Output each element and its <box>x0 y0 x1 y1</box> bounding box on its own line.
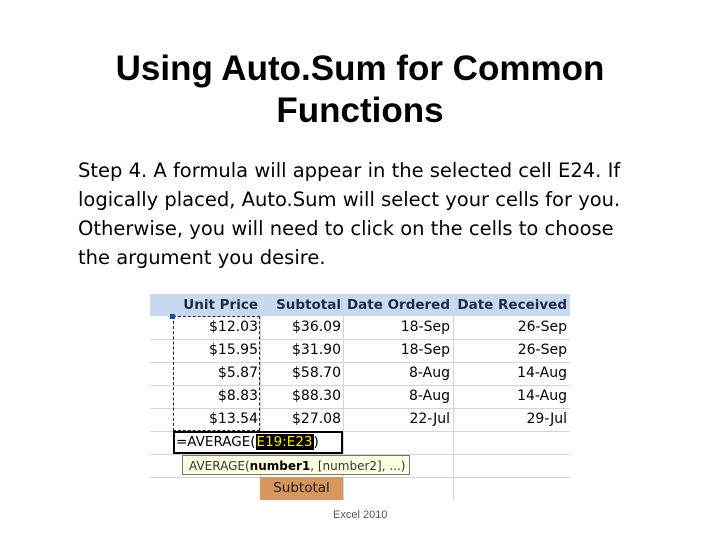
column-header-unit-price[interactable]: Unit Price <box>183 297 258 313</box>
cell-unit-price[interactable]: $15.95 <box>209 342 258 358</box>
formula-function: =AVERAGE( <box>176 434 256 450</box>
body-line-1: Step 4. A formula will appear in the selected cell E24. If <box>78 159 621 182</box>
column-header-date-ordered[interactable]: Date Ordered <box>346 297 450 313</box>
slide-body-text <box>78 156 678 272</box>
cell-subtotal[interactable]: $36.09 <box>292 319 341 335</box>
grid-line <box>150 477 570 478</box>
cell-subtotal[interactable]: $27.08 <box>292 411 341 427</box>
subtotal-label-cell[interactable]: Subtotal <box>260 477 343 500</box>
cell-subtotal[interactable]: $88.30 <box>292 388 341 404</box>
cell-date-ordered[interactable]: 22-Jul <box>409 411 450 427</box>
cell-date-received[interactable]: 14-Aug <box>517 388 567 404</box>
cell-date-received[interactable]: 14-Aug <box>517 365 567 381</box>
tooltip-other-arguments: , [number2], ...) <box>310 459 406 473</box>
excel-version-caption: Excel 2010 <box>333 509 388 521</box>
tooltip-current-argument[interactable]: number1 <box>249 459 311 473</box>
cell-date-received[interactable]: 29-Jul <box>526 411 567 427</box>
formula-text[interactable] <box>176 431 319 454</box>
slide-title <box>0 48 720 132</box>
column-header-date-received[interactable]: Date Received <box>457 297 567 313</box>
function-syntax-tooltip <box>182 455 410 475</box>
cell-unit-price[interactable]: $5.87 <box>217 365 258 381</box>
column-header-subtotal[interactable]: Subtotal <box>276 297 341 313</box>
cell-date-ordered[interactable]: 18-Sep <box>400 319 450 335</box>
body-line-4: the argument you desire. <box>78 246 326 269</box>
selection-marquee <box>173 316 260 431</box>
cell-date-ordered[interactable]: 8-Aug <box>409 365 450 381</box>
cell-date-ordered[interactable]: 18-Sep <box>400 342 450 358</box>
cell-unit-price[interactable]: $12.03 <box>209 319 258 335</box>
body-line-3: Otherwise, you will need to click on the cells to choose <box>78 217 614 240</box>
cell-unit-price[interactable]: $8.83 <box>217 388 258 404</box>
formula-close-paren: ) <box>313 434 319 450</box>
cell-date-ordered[interactable]: 8-Aug <box>409 388 450 404</box>
spreadsheet-screenshot <box>150 294 570 500</box>
cell-subtotal[interactable]: $58.70 <box>292 365 341 381</box>
cell-subtotal[interactable]: $31.90 <box>292 342 341 358</box>
formula-range-reference: E19:E23 <box>256 434 313 450</box>
slide-title-line-1: Using Auto.Sum for Common <box>115 49 605 88</box>
slide-title-line-2: Functions <box>276 91 444 130</box>
cell-date-received[interactable]: 26-Sep <box>517 319 567 335</box>
tooltip-function-name: AVERAGE( <box>189 459 250 473</box>
cell-date-received[interactable]: 26-Sep <box>517 342 567 358</box>
selection-handle[interactable] <box>170 314 175 319</box>
cell-unit-price[interactable]: $13.54 <box>209 411 258 427</box>
body-line-2: logically placed, Auto.Sum will select your cells for you. <box>78 188 621 211</box>
